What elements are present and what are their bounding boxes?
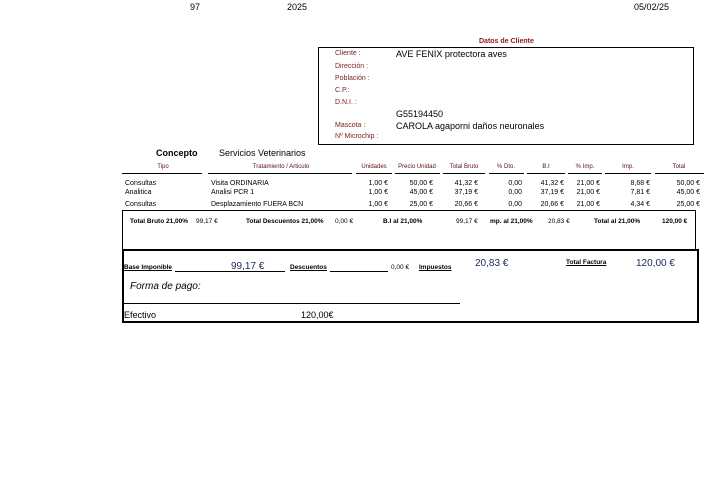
invoice-date: 05/02/25 [634,2,670,12]
row-bi: 20,66 € [540,201,564,208]
base-imponible-label: Base Imponible [124,264,173,271]
col-header-imp: Imp. [622,164,634,170]
pet-value: CAROLA agaporni daños neuronales [396,121,545,131]
total-bruto-label: Total Bruto 21,00% [130,218,189,225]
total-descuentos-value: 0,00 € [335,218,354,225]
row-dto: 0,00 [508,201,522,208]
payment-method: Efectivo [124,310,157,320]
row-total-bruto: 20,66 € [454,201,478,208]
imp-value: 20,83 € [548,218,570,225]
row-imp: 4,34 € [630,201,650,208]
summary-box [122,249,699,323]
col-header-total: Total [672,164,686,170]
row-tratamiento: Analisi PCR 1 [211,189,255,196]
row-tratamiento: Desplazamiento FUERA BCN [211,201,304,208]
base-imponible-value: 99,17 € [231,261,265,272]
row-dto: 0,00 [508,180,522,187]
payment-amount: 120,00€ [301,310,334,320]
row-tipo: Consultas [125,180,157,187]
col-header-tipo: Tipo [157,164,169,170]
invoice-number: 97 [190,2,201,12]
row-total-bruto: 37,19 € [454,189,478,196]
row-imp: 8,68 € [630,180,650,187]
client-label: Cliente : [335,50,361,57]
row-imp-pct: 21,00 € [576,180,600,187]
dni-label: D.N.I. : [335,99,357,106]
row-total: 45,00 € [676,189,700,196]
client-name: AVE FENIX protectora aves [396,49,507,59]
col-header-dto: % Dto. [496,164,515,170]
col-header-imp-pct: % Imp. [575,164,595,170]
row-dto: 0,00 [508,189,522,196]
microchip-label: Nº Microchip : [335,133,379,140]
col-header-precio: Precio Unidad [398,164,436,170]
concept-subtitle: Servicios Veterinarios [219,148,306,158]
address-label: Dirección : [335,63,369,70]
impuestos-label: Impuestos [419,264,452,271]
total-descuentos-label: Total Descuentos 21,00% [246,218,324,225]
total-factura-value: 120,00 € [636,258,675,269]
dni-value: G55194450 [396,109,444,119]
total-factura-label: Total Factura [566,259,607,266]
row-tipo: Consultas [125,201,157,208]
pet-label: Mascota : [335,122,366,129]
postal-code-label: C.P.: [335,87,350,94]
row-unidades: 1,00 € [368,201,388,208]
row-precio: 25,00 € [409,201,433,208]
bi-value: 99,17 € [456,218,478,225]
client-data-title: Datos de Cliente [479,38,534,45]
row-total: 50,00 € [676,180,700,187]
concept-heading: Concepto [156,148,198,158]
row-total-bruto: 41,32 € [454,180,478,187]
row-imp-pct: 21,00 € [576,189,600,196]
totals-box [122,210,696,250]
row-unidades: 1,00 € [368,180,388,187]
row-tipo: Analitica [125,189,152,196]
imp-label: mp. al 21,00% [490,218,533,225]
col-header-bi: B.I [542,164,550,170]
total-value: 120,00 € [662,218,688,225]
total-bruto-value: 99,17 € [196,218,218,225]
impuestos-value: 20,83 € [475,258,509,269]
invoice-year: 2025 [287,2,308,12]
row-precio: 50,00 € [409,180,433,187]
col-header-tratamiento: Tratamiento / Articulo [252,164,310,170]
col-header-total-bruto: Total Bruto [449,164,479,170]
row-tratamiento: Visita ORDINARIA [211,180,269,187]
descuentos-label: Descuentos [290,264,327,271]
city-label: Población : [335,75,370,82]
descuentos-value: 0,00 € [391,264,410,271]
row-imp: 7,81 € [630,189,650,196]
bi-label: B.I al 21,00% [383,218,423,225]
row-precio: 45,00 € [409,189,433,196]
row-bi: 37,19 € [540,189,564,196]
row-total: 25,00 € [676,201,700,208]
col-header-unidades: Unidades [361,164,387,170]
payment-method-label: Forma de pago: [130,281,201,292]
row-imp-pct: 21,00 € [576,201,600,208]
total-label: Total al 21,00% [594,218,641,225]
row-unidades: 1,00 € [368,189,388,196]
row-bi: 41,32 € [540,180,564,187]
